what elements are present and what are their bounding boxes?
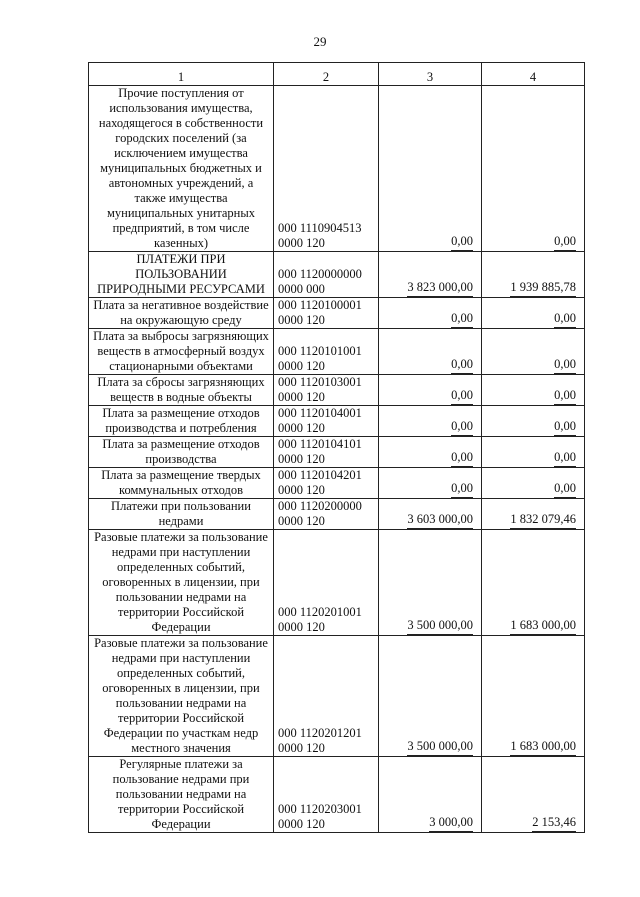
- row-fact-cell: [482, 406, 585, 437]
- row-fact: 0,00: [554, 388, 576, 405]
- table-row: [89, 468, 585, 499]
- row-name: Регулярные платежи за пользование недрами при пользовании недрами на территории Российской Федерации: [89, 757, 274, 833]
- table-body: [89, 86, 585, 833]
- table-row: [89, 329, 585, 375]
- table-row: [89, 437, 585, 468]
- row-name: Прочие поступления от использования имущества, находящегося в собственности городских поселений (за исключением имущества муниципальных бюджетных и автономных учреждений, а также имущества муниципальных унитарных предприятий, в том числе казенных): [89, 86, 274, 252]
- row-fact-cell: [482, 757, 585, 833]
- row-plan: 0,00: [451, 450, 473, 467]
- row-plan: 3 823 000,00: [407, 280, 473, 297]
- table-row: [89, 86, 585, 252]
- row-code: 000 1120201201 0000 120: [274, 636, 379, 757]
- row-plan-cell: [379, 298, 482, 329]
- table-row: [89, 636, 585, 757]
- row-fact-cell: [482, 86, 585, 252]
- row-code: 000 1120200000 0000 120: [274, 499, 379, 530]
- row-plan: 0,00: [451, 388, 473, 405]
- row-code: 000 1120104101 0000 120: [274, 437, 379, 468]
- row-fact: 0,00: [554, 357, 576, 374]
- row-fact: 0,00: [554, 311, 576, 328]
- row-plan-cell: [379, 252, 482, 298]
- row-plan: 3 500 000,00: [407, 739, 473, 756]
- row-fact-cell: [482, 437, 585, 468]
- row-plan-cell: [379, 499, 482, 530]
- revenue-table: [88, 62, 585, 833]
- row-fact: 0,00: [554, 419, 576, 436]
- table-row: [89, 298, 585, 329]
- row-plan-cell: [379, 329, 482, 375]
- row-fact-cell: [482, 530, 585, 636]
- row-plan: 3 603 000,00: [407, 512, 473, 529]
- row-fact-cell: [482, 298, 585, 329]
- row-name: Плата за сбросы загрязняющих веществ в водные объекты: [89, 375, 274, 406]
- row-name: Плата за выбросы загрязняющих веществ в атмосферный воздух стационарными объектами: [89, 329, 274, 375]
- row-code: 000 1120203001 0000 120: [274, 757, 379, 833]
- column-header-4: 4: [482, 63, 585, 86]
- row-plan: 3 500 000,00: [407, 618, 473, 635]
- row-name: Разовые платежи за пользование недрами при наступлении определенных событий, оговоренных в лицензии, при пользовании недрами на территории Российской Федерации по участкам недр местного значения: [89, 636, 274, 757]
- row-code: 000 1120100001 0000 120: [274, 298, 379, 329]
- row-fact: 1 683 000,00: [510, 618, 576, 635]
- table-row: [89, 757, 585, 833]
- row-code: 000 1120000000 0000 000: [274, 252, 379, 298]
- row-plan-cell: [379, 86, 482, 252]
- row-plan-cell: [379, 437, 482, 468]
- row-plan: 0,00: [451, 481, 473, 498]
- row-fact: 1 683 000,00: [510, 739, 576, 756]
- row-plan: 3 000,00: [429, 815, 473, 832]
- table-row: [89, 252, 585, 298]
- row-fact: 0,00: [554, 234, 576, 251]
- row-code: 000 1120103001 0000 120: [274, 375, 379, 406]
- row-name: ПЛАТЕЖИ ПРИ ПОЛЬЗОВАНИИ ПРИРОДНЫМИ РЕСУРСАМИ: [89, 252, 274, 298]
- row-plan-cell: [379, 375, 482, 406]
- row-fact-cell: [482, 252, 585, 298]
- row-code: 000 1120101001 0000 120: [274, 329, 379, 375]
- row-plan: 0,00: [451, 311, 473, 328]
- row-fact-cell: [482, 329, 585, 375]
- row-code: 000 1110904513 0000 120: [274, 86, 379, 252]
- table-row: [89, 406, 585, 437]
- row-plan: 0,00: [451, 234, 473, 251]
- column-header-2: 2: [274, 63, 379, 86]
- column-header-1: 1: [89, 63, 274, 86]
- row-name: Платежи при пользовании недрами: [89, 499, 274, 530]
- table-row: [89, 530, 585, 636]
- row-fact-cell: [482, 636, 585, 757]
- row-name: Плата за размещение отходов производства и потребления: [89, 406, 274, 437]
- row-code: 000 1120104001 0000 120: [274, 406, 379, 437]
- row-name: Плата за негативное воздействие на окружающую среду: [89, 298, 274, 329]
- row-plan: 0,00: [451, 357, 473, 374]
- row-plan-cell: [379, 636, 482, 757]
- row-plan-cell: [379, 757, 482, 833]
- row-fact-cell: [482, 468, 585, 499]
- table-row: [89, 375, 585, 406]
- row-plan: 0,00: [451, 419, 473, 436]
- page-number: 29: [313, 34, 327, 49]
- row-plan-cell: [379, 406, 482, 437]
- row-code: 000 1120104201 0000 120: [274, 468, 379, 499]
- row-plan-cell: [379, 468, 482, 499]
- row-plan-cell: [379, 530, 482, 636]
- row-fact: 1 832 079,46: [510, 512, 576, 529]
- row-fact-cell: [482, 375, 585, 406]
- row-fact: 1 939 885,78: [510, 280, 576, 297]
- table-row: [89, 499, 585, 530]
- row-fact: 0,00: [554, 450, 576, 467]
- header-row: [89, 63, 585, 86]
- row-name: Плата за размещение отходов производства: [89, 437, 274, 468]
- row-name: Разовые платежи за пользование недрами при наступлении определенных событий, оговоренных в лицензии, при пользовании недрами на территории Российской Федерации: [89, 530, 274, 636]
- row-code: 000 1120201001 0000 120: [274, 530, 379, 636]
- row-fact: 0,00: [554, 481, 576, 498]
- column-header-3: 3: [379, 63, 482, 86]
- row-name: Плата за размещение твердых коммунальных отходов: [89, 468, 274, 499]
- row-fact-cell: [482, 499, 585, 530]
- row-fact: 2 153,46: [532, 815, 576, 832]
